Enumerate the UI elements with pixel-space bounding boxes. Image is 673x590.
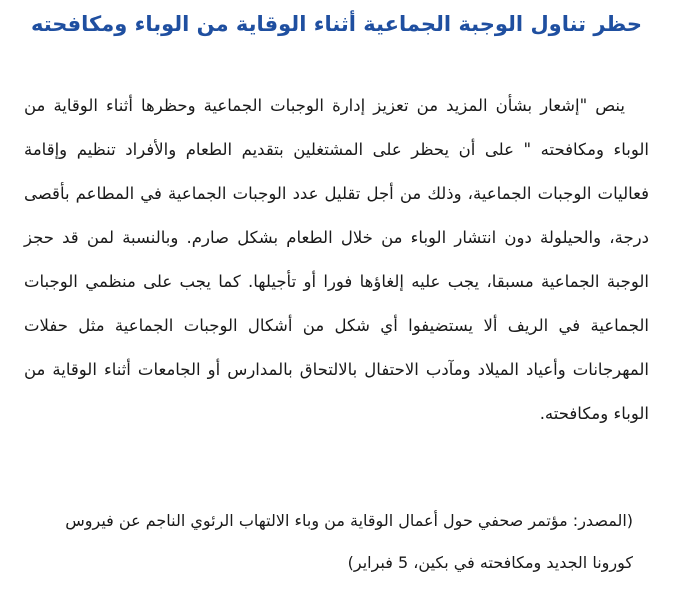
article-body: ينص "إشعار بشأن المزيد من تعزيز إدارة الوجبات الجماعية وحظرها أثناء الوقاية من الوباء ومكافحته " على أن يحظر على المشتغلين بتقديم الطعام والأفراد تنظيم وإقامة فعاليات الوجبات الجماعية، وذلك من أجل تقليل عدد الوجبات الجماعية في المطاعم بأقصى درجة، والحيلولة دون انتشار الوباء من خلال الطعام بشكل صارم. وبالنسبة لمن قد حجز الوجبة الجماعية مسبقا، يجب عليه إلغاؤها فورا أو تأجيلها. كما يجب على منظمي الوجبات الجماعية في الريف ألا يستضيفوا أي شكل من أشكال الوجبات الجماعية مثل حفلات المهرجانات وأعياد الميلاد ومآدب الاحتفال بالالتحاق بالمدارس أو الجامعات أثناء الوقاية من الوباء ومكافحته. — [24, 96, 649, 423]
article-source: (المصدر: مؤتمر صحفي حول أعمال الوقاية من وباء الالتهاب الرئوي الناجم عن فيروس كورونا الجديد ومكافحته في بكين، 5 فبراير) — [65, 511, 633, 572]
article-title: حظر تناول الوجبة الجماعية أثناء الوقاية من الوباء ومكافحته — [30, 12, 643, 36]
